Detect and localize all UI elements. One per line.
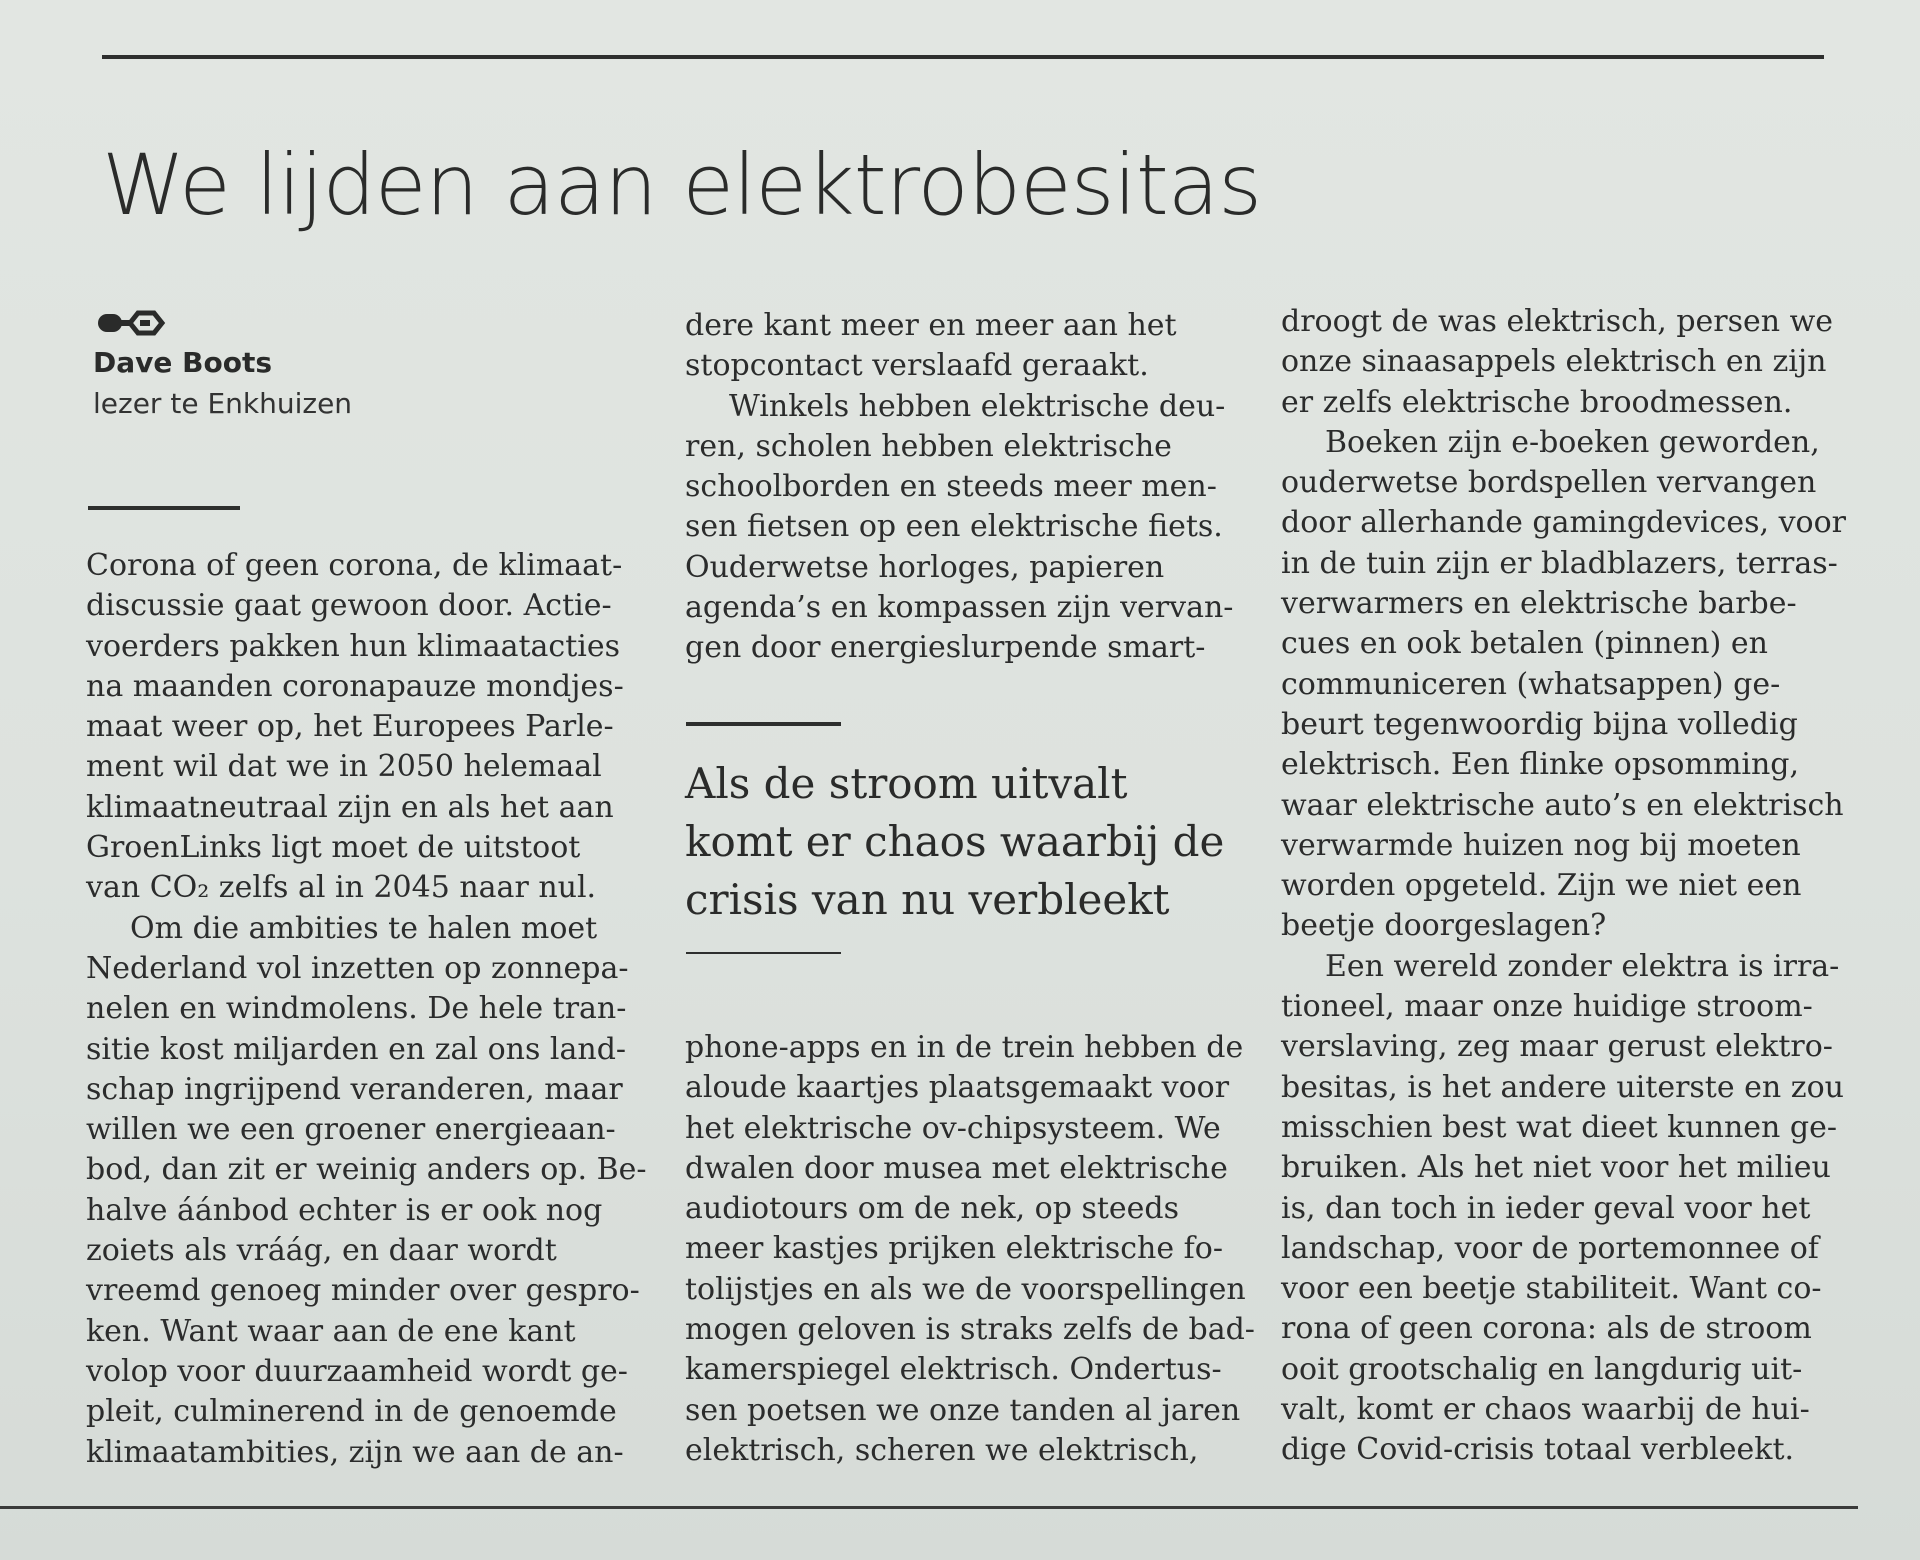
text-line: dige Covid-crisis totaal verbleekt.	[1281, 1432, 1795, 1468]
text-line: sen poetsen we onze tanden al jaren	[685, 1392, 1241, 1428]
text-line: klimaatneutraal zijn en als het aan	[86, 789, 614, 825]
text-line: beurt tegenwoordig bijna volledig	[1281, 706, 1798, 742]
text-line: tioneel, maar onze huidige stroom-	[1281, 989, 1813, 1025]
pullquote-line: Als de stroom uitvalt	[685, 759, 1128, 808]
text-line: beetje doorgeslagen?	[1281, 908, 1607, 944]
text-line: volop voor duurzaamheid wordt ge-	[86, 1353, 628, 1389]
text-line: voerders pakken hun klimaatacties	[86, 628, 621, 664]
text-line: verwarmde huizen nog bij moeten	[1281, 827, 1801, 863]
text-line: rona of geen corona: als de stroom	[1281, 1311, 1812, 1347]
column-2-bottom	[685, 1028, 1255, 1471]
text-line: Corona of geen corona, de klimaat-	[86, 548, 623, 583]
text-line: worden opgeteld. Zijn we niet een	[1281, 868, 1802, 904]
column-3	[1281, 302, 1846, 1471]
text-line: elektrisch. Een flinke opsomming,	[1281, 747, 1800, 783]
text-line: discussie gaat gewoon door. Actie-	[86, 588, 612, 624]
text-line: communiceren (whatsappen) ge-	[1281, 666, 1781, 702]
text-line: agenda’s en kompassen zijn vervan-	[685, 590, 1234, 626]
text-line: vreemd genoeg minder over gespro-	[86, 1273, 640, 1309]
text-line: misschien best wat dieet kunnen ge-	[1281, 1109, 1838, 1145]
text-line: ren, scholen hebben elektrische	[685, 428, 1172, 464]
text-line: valt, komt er chaos waarbij de hui-	[1281, 1392, 1810, 1428]
text-line: verwarmers en elektrische barbe-	[1281, 586, 1797, 622]
text-line: Boeken zijn e-boeken geworden,	[1325, 424, 1820, 460]
text-line: in de tuin zijn er bladblazers, terras-	[1281, 545, 1838, 581]
text-line: elektrisch, scheren we elektrisch,	[685, 1432, 1199, 1468]
top-rule	[102, 55, 1824, 59]
text-line: klimaatambities, zijn we aan de an-	[86, 1434, 624, 1470]
text-line: verslaving, zeg maar gerust elektro-	[1281, 1029, 1833, 1065]
text-line: landschap, voor de portemonnee of	[1281, 1230, 1819, 1266]
text-line: er zelfs elektrische broodmessen.	[1281, 384, 1793, 420]
text-line: nelen en windmolens. De hele tran-	[86, 991, 627, 1027]
text-line: zoiets als vráág, en daar wordt	[86, 1233, 557, 1269]
text-line: schap ingrijpend veranderen, maar	[86, 1071, 623, 1107]
pullquote-rule-top	[686, 722, 841, 726]
author-divider	[88, 506, 240, 510]
text-line: dere kant meer en meer aan het	[685, 308, 1177, 343]
pullquote	[685, 755, 1224, 929]
text-line: van CO₂ zelfs al in 2045 naar nul.	[86, 870, 597, 906]
text-line: Om die ambities te halen moet	[130, 910, 598, 946]
text-line: dwalen door musea met elektrische	[685, 1150, 1228, 1186]
text-line: droogt de was elektrisch, persen we	[1281, 304, 1834, 339]
text-line: het elektrische ov-chipsysteem. We	[685, 1110, 1221, 1146]
text-line: kamerspiegel elektrisch. Ondertus-	[685, 1352, 1222, 1388]
text-line: tolijstjes en als we de voorspellingen	[685, 1271, 1246, 1307]
text-line: ment wil dat we in 2050 helemaal	[86, 749, 602, 785]
text-line: ooit grootschalig en langdurig uit-	[1281, 1351, 1803, 1387]
text-line: audiotours om de nek, op steeds	[685, 1191, 1180, 1227]
text-line: bruiken. Als het niet voor het milieu	[1281, 1150, 1831, 1186]
text-line: voor een beetje stabiliteit. Want co-	[1281, 1271, 1822, 1307]
column-2-top	[685, 306, 1233, 669]
text-line: sitie kost miljarden en zal ons land-	[86, 1031, 627, 1067]
author-role: lezer te Enkhuizen	[93, 387, 353, 420]
text-line: Nederland vol inzetten op zonnepa-	[86, 950, 629, 986]
bottom-rule	[0, 1506, 1858, 1509]
text-line: gen door energieslurpende smart-	[685, 630, 1206, 666]
text-line: is, dan toch in ieder geval voor het	[1281, 1190, 1811, 1226]
text-line: Winkels hebben elektrische deu-	[729, 388, 1226, 424]
text-line: GroenLinks ligt moet de uitstoot	[86, 830, 581, 866]
text-line: halve áánbod echter is er ook nog	[86, 1192, 603, 1228]
pullquote-line: komt er chaos waarbij de	[685, 817, 1225, 866]
text-line: stopcontact verslaafd geraakt.	[685, 348, 1149, 384]
text-line: cues en ook betalen (pinnen) en	[1281, 626, 1768, 662]
text-line: phone-apps en in de trein hebben de	[685, 1030, 1244, 1065]
column-1	[86, 546, 647, 1473]
text-line: bod, dan zit er weinig anders op. Be-	[86, 1152, 647, 1188]
author-name: Dave Boots	[93, 346, 272, 379]
plug-icon	[96, 305, 166, 341]
pullquote-line: crisis van nu verbleekt	[685, 875, 1170, 924]
text-line: aloude kaartjes plaatsgemaakt voor	[685, 1070, 1230, 1106]
text-line: willen we een groener energieaan-	[86, 1112, 616, 1148]
text-line: besitas, is het andere uiterste en zou	[1281, 1069, 1844, 1105]
text-line: na maanden coronapauze mondjes-	[86, 668, 624, 704]
text-line: maat weer op, het Europees Parle-	[86, 709, 614, 745]
text-line: ken. Want waar aan de ene kant	[86, 1313, 576, 1349]
text-line: door allerhande gamingdevices, voor	[1281, 505, 1846, 541]
article-headline: We lijden aan elektrobesitas	[102, 136, 1261, 234]
text-line: schoolborden en steeds meer men-	[685, 469, 1217, 505]
text-line: waar elektrische auto’s en elektrisch	[1281, 787, 1844, 823]
text-line: Ouderwetse horloges, papieren	[685, 549, 1165, 585]
text-line: pleit, culminerend in de genoemde	[86, 1394, 617, 1430]
text-line: Een wereld zonder elektra is irra-	[1325, 948, 1840, 984]
text-line: mogen geloven is straks zelfs de bad-	[685, 1312, 1255, 1348]
text-line: ouderwetse bordspellen vervangen	[1281, 465, 1817, 501]
text-line: onze sinaasappels elektrisch en zijn	[1281, 344, 1827, 380]
pullquote-rule-bottom	[686, 952, 841, 954]
text-line: meer kastjes prijken elektrische fo-	[685, 1231, 1223, 1267]
text-line: sen fietsen op een elektrische fiets.	[685, 509, 1223, 545]
